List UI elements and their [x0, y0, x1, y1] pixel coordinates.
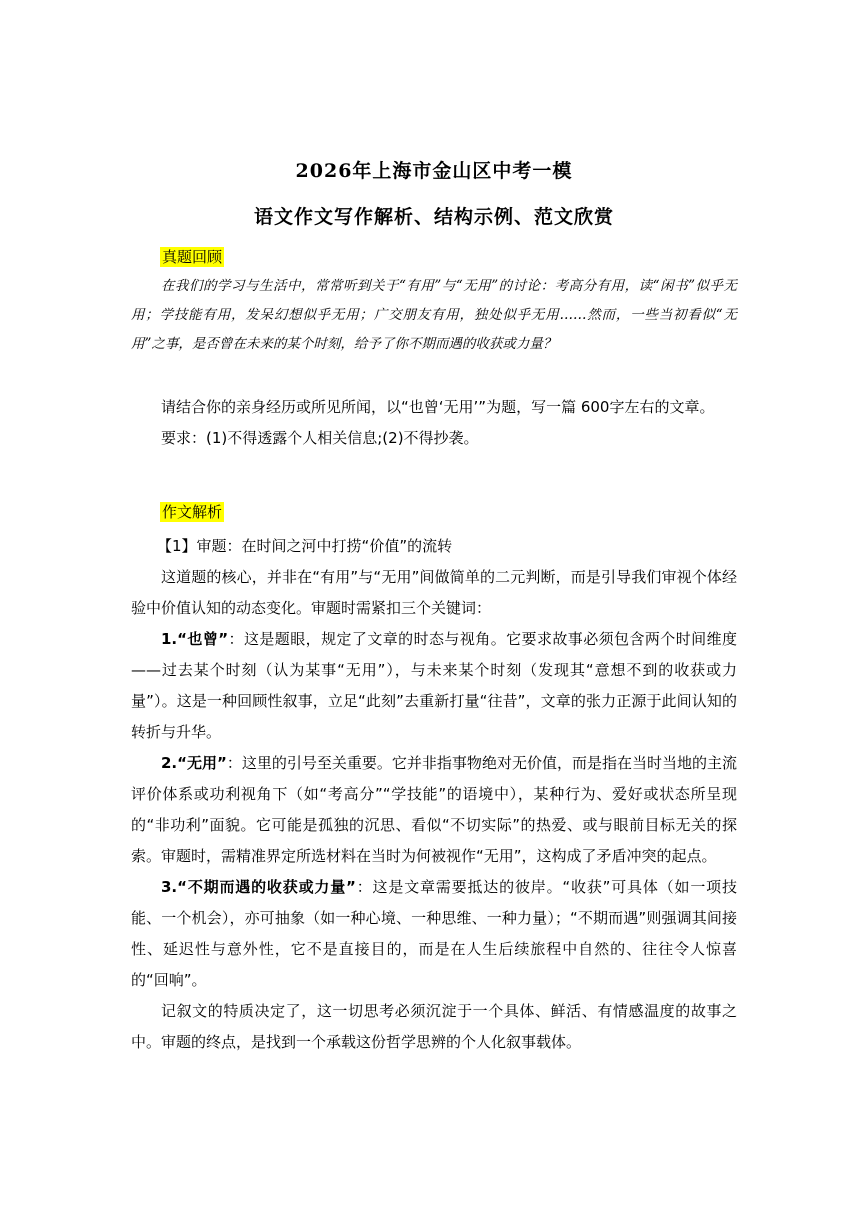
prompt-text: 在我们的学习与生活中，常常听到关于“有用”与“无用”的讨论：考高分有用，读“闲书”似乎无用；学技能有用，发呆幻想似乎无用；广交朋友有用，独处似乎无用……然而，一些当初看似“无用”之事，是否曾在未来的某个时刻，给予了你不期而遇的收获或力量？	[131, 278, 737, 352]
analysis-intro: 这道题的核心，并非在“有用”与“无用”间做简单的二元判断，而是引导我们审视个体经验中价值认知的动态变化。审题时需紧扣三个关键词：	[131, 568, 737, 617]
keyword-3	[131, 872, 737, 996]
keyword-2	[131, 748, 737, 872]
keyword-1	[131, 624, 737, 748]
exam-prompt	[131, 272, 737, 359]
keyword-1-label: 1.“也曾”	[161, 630, 229, 648]
analysis-body	[131, 531, 737, 1058]
instruction-text: 请结合你的亲身经历或所见所闻，以“也曾‘无用’”为题，写一篇 600字左右的文章。	[161, 398, 715, 416]
keyword-3-label: 3.“不期而遇的收获或力量”	[161, 878, 356, 896]
keyword-2-text: ：这里的引号至关重要。它并非指事物绝对无价值，而是指在当时当地的主流评价体系或功利视角下（如“考高分”“学技能”的语境中），某种行为、爱好或状态所呈现的“非功利”面貌。它可能是孤独的沉思、看似“不切实际”的热爱、或与眼前目标无关的探索。审题时，需精准界定所选材料在当时为何被视作“无用”，这构成了矛盾冲突的起点。	[131, 754, 737, 865]
section-heading-review: 真题回顾	[162, 248, 223, 266]
requirement-text: 要求：(1)不得透露个人相关信息;(2)不得抄袭。	[161, 429, 479, 447]
analysis-subheading: 【1】审题：在时间之河中打捞“价值”的流转	[157, 537, 453, 555]
keyword-2-label: 2.“无用”	[161, 754, 227, 772]
section-heading-analysis: 作文解析	[162, 503, 223, 521]
document-title: 2026年上海市金山区中考一模	[295, 160, 573, 182]
keyword-3-text: ：这是文章需要抵达的彼岸。“收获”可具体（如一项技能、一个机会），亦可抽象（如一种心境、一种思维、一种力量）；“不期而遇”则强调其间接性、延迟性与意外性，它不是直接目的，而是在人生后续旅程中自然的、往往令人惊喜的“回响”。	[131, 878, 738, 989]
keyword-1-text: ：这是题眼，规定了文章的时态与视角。它要求故事必须包含两个时间维度——过去某个时刻（认为某事“无用”），与未来某个时刻（发现其“意想不到的收获或力量”）。这是一种回顾性叙事，立足“此刻”去重新打量“往昔”，文章的张力正源于此间认知的转折与升华。	[131, 630, 737, 741]
analysis-conclusion: 记叙文的特质决定了，这一切思考必须沉淀于一个具体、鲜活、有情感温度的故事之中。审题的终点，是找到一个承载这份哲学思辨的个人化叙事载体。	[131, 1002, 737, 1051]
document-subtitle: 语文作文写作解析、结构示例、范文欣赏	[253, 206, 614, 228]
exam-requirements	[131, 392, 737, 454]
